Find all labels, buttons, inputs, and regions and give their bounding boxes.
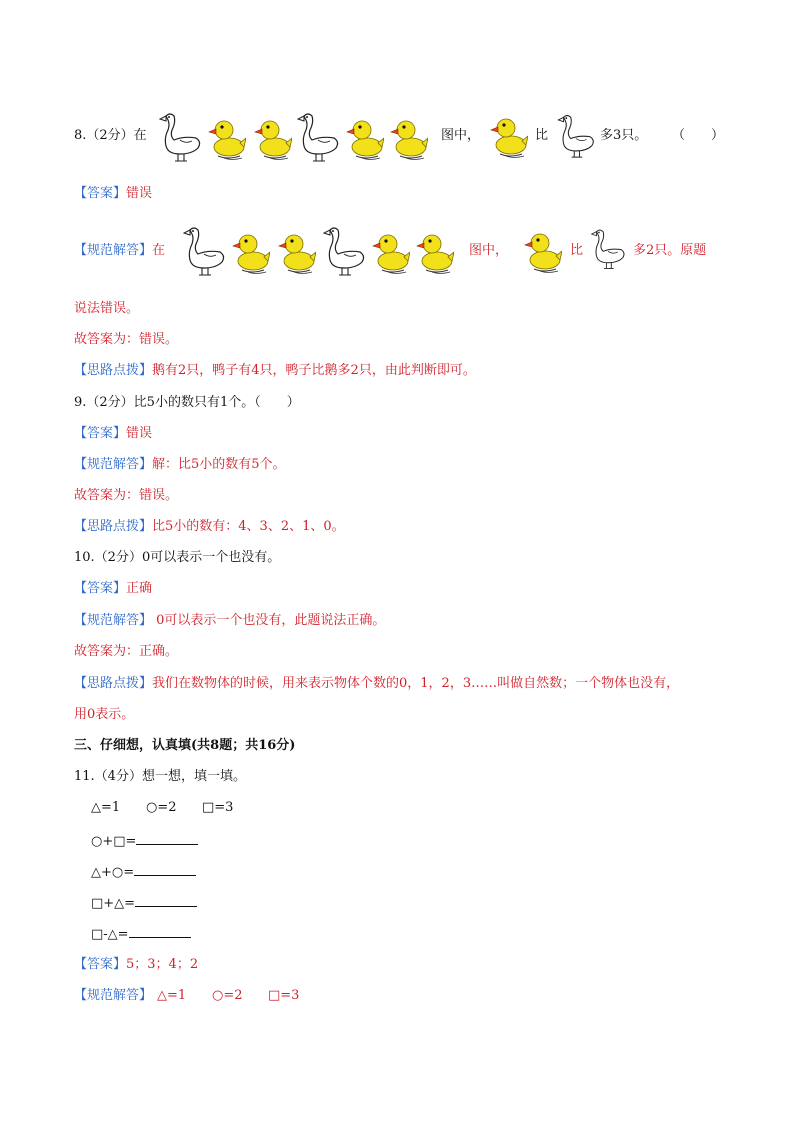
goose-icon	[158, 110, 202, 162]
duck-icon	[388, 116, 428, 160]
hint-tag: 【思路点拨】	[74, 519, 153, 534]
q11-question: 11.（4分）想一想，填一填。	[74, 769, 246, 784]
q10-answer	[74, 580, 152, 598]
expression-row	[91, 925, 191, 944]
q8-paren: （ ）	[672, 128, 725, 143]
answer-blank[interactable]	[136, 832, 198, 845]
expression-label: △+○=	[91, 865, 135, 880]
expression-row	[91, 832, 198, 851]
given-square: □=3	[202, 800, 234, 815]
hint-text: 鹅有2只，鸭子有4只，鸭子比鹅多2只，由此判断即可。	[152, 363, 476, 378]
answer-value: 错误	[126, 186, 153, 201]
q8-suffix: 多3只。	[600, 128, 648, 143]
q10-conclusion: 故答案为：正确。	[74, 644, 179, 659]
q11-answer	[74, 956, 198, 974]
answer-tag: 【答案】	[74, 426, 127, 441]
answer-tag: 【答案】	[74, 957, 127, 972]
solution-text: 解：比5小的数有5个。	[152, 457, 286, 472]
q9-solution	[74, 456, 286, 474]
q8-solution-animal-row	[182, 224, 454, 276]
duck-icon	[344, 116, 384, 160]
solution-prefix: 在	[152, 243, 166, 258]
expression-label: □-△=	[91, 927, 129, 942]
q9-conclusion: 故答案为：错误。	[74, 488, 179, 503]
duck-icon	[230, 230, 270, 274]
answer-value: 正确	[126, 581, 153, 596]
solution-text: 0可以表示一个也没有，此题说法正确。	[152, 613, 386, 628]
duck-icon	[206, 116, 246, 160]
solution-tag: 【规范解答】	[74, 457, 153, 472]
answer-tag: 【答案】	[74, 581, 127, 596]
expression-label: □+△=	[91, 896, 136, 911]
q8-conclusion: 故答案为：错误。	[74, 332, 179, 347]
q10-hint	[74, 675, 679, 693]
given-triangle: △=1	[91, 800, 121, 815]
q9-answer	[74, 425, 152, 443]
expression-row	[91, 894, 197, 913]
q8-hint	[74, 362, 476, 380]
answer-blank[interactable]	[134, 863, 196, 876]
q9-question: 9.（2分）比5小的数只有1个。（ ）	[74, 395, 300, 410]
q11-solution	[74, 987, 152, 1005]
q8-solution-than: 比	[570, 243, 584, 258]
expression-label: ○+□=	[91, 834, 137, 849]
q10-question: 10.（2分）0可以表示一个也没有。	[74, 550, 281, 565]
q8-solution-mid: 图中，	[469, 243, 509, 258]
answer-blank[interactable]	[135, 894, 197, 907]
answer-tag: 【答案】	[74, 186, 127, 201]
q8-than: 比	[535, 128, 549, 143]
given-circle: ○=2	[146, 800, 177, 815]
solution-triangle: △=1	[157, 988, 187, 1003]
duck-icon	[414, 230, 454, 274]
duck-icon	[488, 114, 528, 158]
duck-icon	[370, 230, 410, 274]
solution-square: □=3	[268, 988, 300, 1003]
goose-icon	[590, 226, 626, 270]
goose-icon	[182, 224, 226, 276]
goose-icon	[296, 110, 340, 162]
answer-blank[interactable]	[129, 925, 191, 938]
solution-tag: 【规范解答】	[74, 243, 153, 258]
goose-icon	[556, 112, 596, 158]
q8-solution-suffix: 多2只。原题	[633, 243, 707, 258]
solution-tag: 【规范解答】	[74, 988, 153, 1003]
q8-prefix: 8.（2分）在	[74, 128, 147, 143]
section-title: 三、仔细想，认真填(共8题；共16分)	[74, 738, 296, 753]
answer-value: 错误	[126, 426, 153, 441]
q10-solution	[74, 612, 385, 630]
q9-hint	[74, 518, 345, 536]
q8-answer	[74, 185, 152, 203]
hint-tag: 【思路点拨】	[74, 676, 153, 691]
duck-icon	[252, 116, 292, 160]
answer-value: 5；3；4；2	[126, 957, 199, 972]
q8-animal-row	[158, 110, 426, 162]
expression-row	[91, 863, 196, 882]
hint-text: 我们在数物体的时候，用来表示物体个数的0，1，2，3……叫做自然数；一个物体也没有，	[152, 676, 680, 691]
q8-solution-cont: 说法错误。	[74, 301, 140, 316]
duck-icon	[276, 230, 316, 274]
q8-mid: 图中，	[441, 128, 481, 143]
goose-icon	[322, 224, 366, 276]
solution-tag: 【规范解答】	[74, 613, 153, 628]
q10-hint-cont: 用0表示。	[74, 707, 135, 722]
duck-icon	[522, 229, 562, 273]
q8-solution	[74, 242, 165, 260]
hint-tag: 【思路点拨】	[74, 363, 153, 378]
solution-circle: ○=2	[212, 988, 243, 1003]
hint-text: 比5小的数有：4、3、2、1、0。	[152, 519, 345, 534]
